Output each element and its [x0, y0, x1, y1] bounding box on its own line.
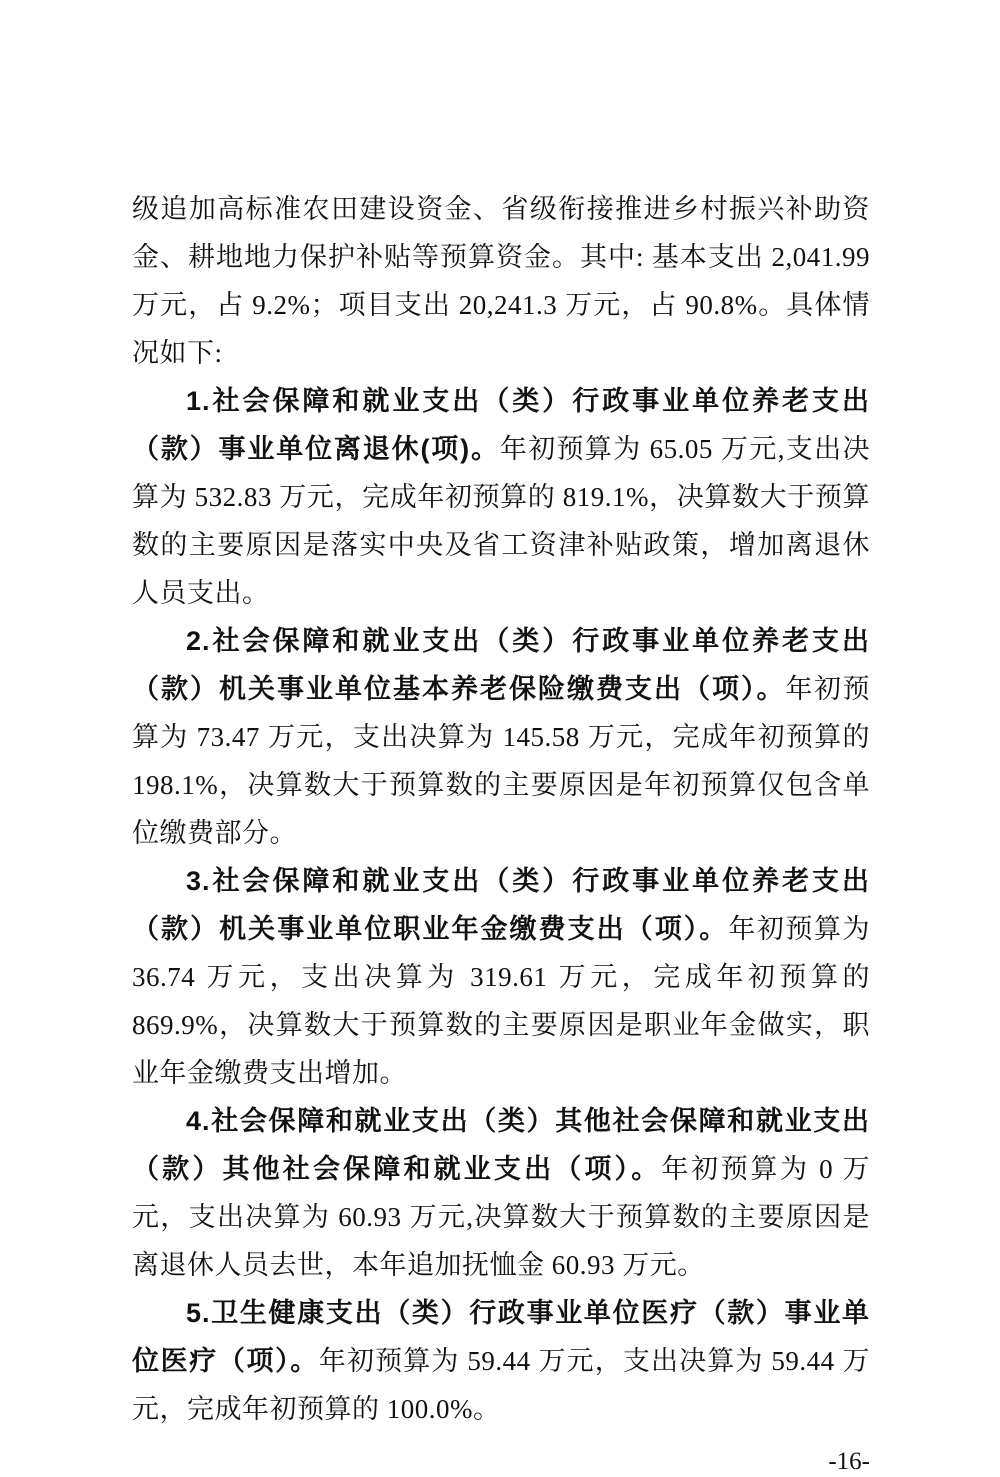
paragraph-heading: 2.社会保障和就业支出（类）行政事业单位养老支出（款）机关事业单位基本养老保险缴费支出（项）。	[132, 626, 870, 704]
paragraph-continuation	[132, 185, 870, 377]
paragraph-item-4	[132, 1097, 870, 1289]
paragraph-item-2	[132, 617, 870, 857]
document-body	[132, 185, 870, 1433]
paragraph-heading: 4.社会保障和就业支出（类）其他社会保障和就业支出（款）其他社会保障和就业支出（项）。	[132, 1106, 870, 1184]
paragraph-text: 年初预算为 59.44 万元，支出决算为 59.44 万元，完成年初预算的 100.0%。	[132, 1346, 870, 1424]
paragraph-item-3	[132, 857, 870, 1097]
paragraph-heading: 3.社会保障和就业支出（类）行政事业单位养老支出（款）机关事业单位职业年金缴费支出（项）。	[132, 866, 870, 944]
paragraph-item-5	[132, 1289, 870, 1433]
paragraph-heading: 5.卫生健康支出（类）行政事业单位医疗（款）事业单位医疗（项）。	[132, 1298, 870, 1376]
paragraph-text: 级追加高标准农田建设资金、省级衔接推进乡村振兴补助资金、耕地地力保护补贴等预算资金。其中: 基本支出 2,041.99 万元，占 9.2%；项目支出 20,241.3 万元，占 90.8%。具体情况如下:	[132, 194, 870, 368]
paragraph-item-1	[132, 377, 870, 617]
paragraph-text: 年初预算为 73.47 万元，支出决算为 145.58 万元，完成年初预算的 198.1%，决算数大于预算数的主要原因是年初预算仅包含单位缴费部分。	[132, 674, 870, 848]
page-number: -16-	[828, 1448, 870, 1475]
paragraph-text: 年初预算为 65.05 万元,支出决算为 532.83 万元，完成年初预算的 819.1%，决算数大于预算数的主要原因是落实中央及省工资津补贴政策，增加离退休人员支出。	[132, 434, 871, 608]
paragraph-heading: 1.社会保障和就业支出（类）行政事业单位养老支出（款）事业单位离退休(项)。	[132, 386, 870, 464]
paragraph-text: 年初预算为 0 万元，支出决算为 60.93 万元,决算数大于预算数的主要原因是离退休人员去世，本年追加抚恤金 60.93 万元。	[132, 1154, 871, 1280]
paragraph-text: 年初预算为 36.74 万元，支出决算为 319.61 万元，完成年初预算的 869.9%，决算数大于预算数的主要原因是职业年金做实，职业年金缴费支出增加。	[132, 914, 871, 1088]
